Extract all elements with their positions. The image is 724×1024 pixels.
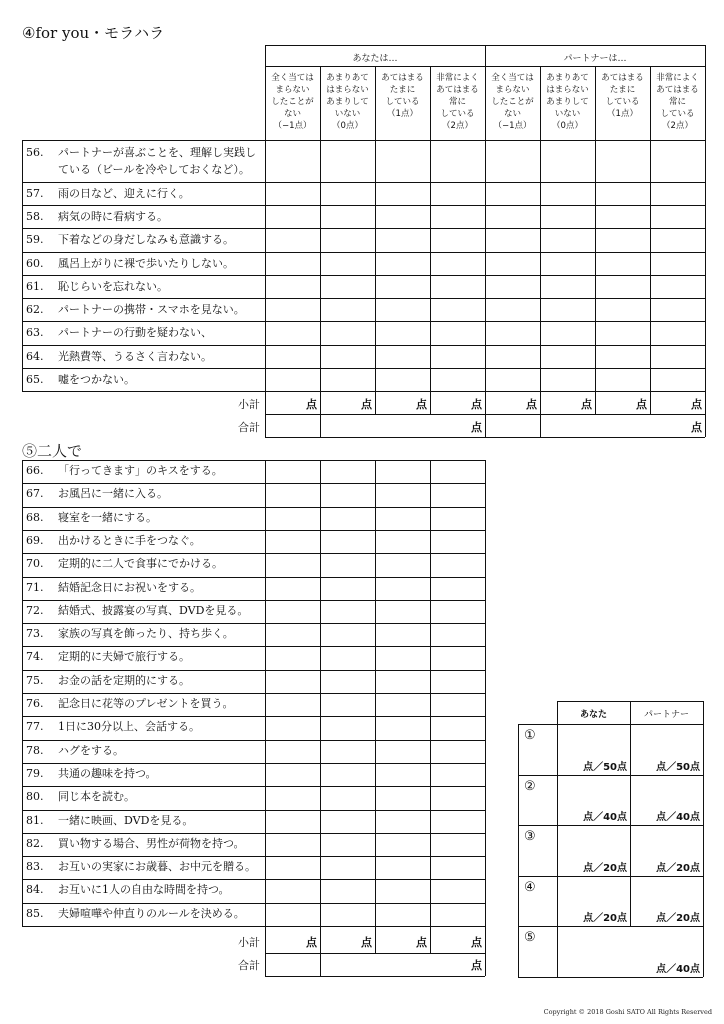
column-header: あまりあて はまらない あまりして いない （0点） [546, 73, 589, 131]
column-header: あてはまる たまに している （1点） [381, 73, 424, 119]
answer-cell[interactable] [596, 253, 650, 275]
summary-row-number: ① [524, 728, 536, 743]
summary-header-partner: パートナー [643, 710, 689, 720]
answer-cell[interactable] [431, 647, 485, 669]
summary-header-line [518, 724, 703, 725]
answer-cell[interactable] [541, 206, 595, 228]
answer-cell[interactable] [431, 484, 485, 506]
answer-cell[interactable] [376, 578, 430, 600]
answer-cell[interactable] [266, 253, 320, 275]
answer-cell[interactable] [376, 764, 430, 786]
subtotal-point: 点 [306, 936, 317, 949]
question-item: 76. 記念日に花等のプレゼントを買う。 [26, 697, 234, 710]
answer-cell[interactable] [376, 531, 430, 553]
answer-cell[interactable] [321, 554, 375, 576]
answer-cell[interactable] [321, 346, 375, 368]
summary-you-score[interactable]: 点／40点 [583, 812, 627, 823]
answer-cell[interactable] [431, 461, 485, 483]
answer-cell[interactable] [321, 811, 375, 833]
answer-cell[interactable] [321, 206, 375, 228]
rule-line [518, 724, 519, 977]
answer-cell[interactable] [431, 904, 485, 926]
subtotal-point: 点 [416, 398, 427, 411]
column-header: 非常によく あてはまる 常に している （2点） [436, 73, 479, 131]
answer-cell[interactable] [321, 647, 375, 669]
summary-row-number: ② [524, 779, 536, 794]
answer-cell[interactable] [596, 183, 650, 205]
answer-cell[interactable] [321, 787, 375, 809]
answer-cell[interactable] [486, 346, 540, 368]
answer-cell[interactable] [651, 229, 705, 252]
summary-partner-score[interactable]: 点／40点 [656, 964, 700, 975]
answer-cell[interactable] [651, 141, 705, 182]
rule-line [557, 701, 558, 977]
answer-cell[interactable] [596, 299, 650, 321]
left-border [22, 460, 23, 926]
answer-cell[interactable] [431, 322, 485, 345]
answer-cell[interactable] [321, 508, 375, 530]
answer-cell[interactable] [486, 276, 540, 298]
rule-line [485, 460, 486, 976]
total-point-partner: 点 [691, 421, 702, 434]
answer-cell[interactable] [266, 787, 320, 809]
row-line [22, 391, 705, 392]
answer-cell[interactable] [266, 346, 320, 368]
answer-cell[interactable] [431, 624, 485, 646]
question-item: 72. 結婚式、披露宴の写真、DVDを見る。 [26, 604, 249, 617]
subtotal-point: 点 [471, 398, 482, 411]
answer-cell[interactable] [431, 857, 485, 879]
copyright-notice: Copyright © 2018 Goshi SATO All Rights Reserved [543, 1008, 712, 1016]
answer-cell[interactable] [541, 183, 595, 205]
answer-cell[interactable] [431, 787, 485, 809]
question-item: 68. 寝室を一緒にする。 [26, 511, 157, 524]
answer-cell[interactable] [266, 764, 320, 786]
rule-line [705, 45, 706, 437]
question-item: 58. 病気の時に看病する。 [26, 209, 168, 223]
total-point-you: 点 [471, 421, 482, 434]
question-item: 77. 1日に30分以上、会話する。 [26, 720, 200, 733]
answer-cell[interactable] [431, 531, 485, 553]
answer-cell[interactable] [651, 322, 705, 345]
answer-cell[interactable] [266, 183, 320, 205]
answer-cell[interactable] [321, 764, 375, 786]
total-line [265, 976, 485, 977]
answer-cell[interactable] [266, 276, 320, 298]
answer-cell[interactable] [376, 741, 430, 763]
answer-cell[interactable] [651, 346, 705, 368]
question-item: 56. パートナーが喜ぶことを、理解し実践し ている（ビールを冷やしておくなど）。 [26, 146, 256, 176]
summary-header-you: あなた [579, 710, 607, 720]
subtotal-label: 小計 [238, 398, 260, 411]
answer-cell[interactable] [266, 508, 320, 530]
subtotal-point: 点 [361, 398, 372, 411]
answer-cell[interactable] [321, 624, 375, 646]
answer-cell[interactable] [486, 229, 540, 252]
answer-cell[interactable] [431, 601, 485, 623]
left-border [22, 140, 23, 391]
answer-cell[interactable] [651, 183, 705, 205]
answer-cell[interactable] [596, 346, 650, 368]
total-label: 合計 [238, 421, 260, 434]
answer-cell[interactable] [321, 694, 375, 716]
subtotal-point: 点 [636, 398, 647, 411]
question-item: 67. お風呂に一緒に入る。 [26, 487, 168, 500]
question-item: 82. 買い物する場合、男性が荷物を持つ。 [26, 837, 245, 850]
answer-cell[interactable] [266, 554, 320, 576]
answer-cell[interactable] [376, 299, 430, 321]
answer-cell[interactable] [321, 253, 375, 275]
answer-cell[interactable] [266, 647, 320, 669]
answer-cell[interactable] [431, 811, 485, 833]
question-item: 81. 一緒に映画、DVDを見る。 [26, 814, 194, 827]
answer-cell[interactable] [376, 206, 430, 228]
answer-cell[interactable] [266, 206, 320, 228]
answer-cell[interactable] [266, 322, 320, 345]
answer-cell[interactable] [266, 741, 320, 763]
answer-cell[interactable] [486, 183, 540, 205]
answer-cell[interactable] [431, 253, 485, 275]
answer-cell[interactable] [431, 880, 485, 902]
answer-cell[interactable] [651, 206, 705, 228]
answer-cell[interactable] [431, 671, 485, 693]
answer-cell[interactable] [266, 578, 320, 600]
answer-cell[interactable] [321, 484, 375, 506]
column-header: 全く当ては まらない したことが ない （−1点） [491, 73, 534, 131]
question-item: 69. 出かけるときに手をつなぐ。 [26, 534, 201, 547]
answer-cell[interactable] [596, 206, 650, 228]
summary-row-number: ④ [524, 880, 536, 895]
summary-row-line [518, 825, 703, 826]
answer-cell[interactable] [486, 322, 540, 345]
summary-partner-score[interactable]: 点／40点 [656, 812, 700, 823]
question-item: 61. 恥じらいを忘れない。 [26, 279, 168, 293]
question-item: 79. 共通の趣味を持つ。 [26, 767, 157, 780]
answer-cell[interactable] [541, 346, 595, 368]
answer-cell[interactable] [431, 508, 485, 530]
answer-cell[interactable] [541, 276, 595, 298]
answer-cell[interactable] [266, 880, 320, 902]
answer-cell[interactable] [376, 141, 430, 182]
question-item: 83. お互いの実家にお歳暮、お中元を贈る。 [26, 860, 256, 873]
answer-cell[interactable] [431, 346, 485, 368]
answer-cell[interactable] [376, 717, 430, 739]
question-item: 75. お金の話を定期的にする。 [26, 674, 190, 687]
column-header: 全く当ては まらない したことが ない （−1点） [271, 73, 314, 131]
answer-cell[interactable] [541, 141, 595, 182]
answer-cell[interactable] [376, 276, 430, 298]
answer-cell[interactable] [266, 904, 320, 926]
answer-cell[interactable] [431, 229, 485, 252]
answer-cell[interactable] [376, 624, 430, 646]
total-label: 合計 [238, 959, 260, 972]
answer-cell[interactable] [376, 694, 430, 716]
answer-cell[interactable] [266, 461, 320, 483]
answer-cell[interactable] [266, 671, 320, 693]
answer-cell[interactable] [541, 299, 595, 321]
answer-cell[interactable] [321, 601, 375, 623]
subtotal-point: 点 [361, 936, 372, 949]
answer-cell[interactable] [321, 834, 375, 856]
section4-title: ④for you・モラハラ [22, 24, 165, 42]
answer-cell[interactable] [376, 369, 430, 391]
group-label-you: あなたは… [352, 54, 398, 64]
answer-cell[interactable] [541, 253, 595, 275]
question-item: 66. 「行ってきます」のキスをする。 [26, 464, 223, 477]
answer-cell[interactable] [431, 183, 485, 205]
summary-partner-score[interactable]: 点／50点 [656, 762, 700, 773]
summary-row-line [518, 876, 703, 877]
answer-cell[interactable] [596, 229, 650, 252]
answer-cell[interactable] [321, 531, 375, 553]
answer-cell[interactable] [486, 369, 540, 391]
answer-cell[interactable] [376, 554, 430, 576]
answer-cell[interactable] [266, 229, 320, 252]
subtotal-point: 点 [691, 398, 702, 411]
question-item: 80. 同じ本を読む。 [26, 790, 135, 803]
answer-cell[interactable] [486, 206, 540, 228]
answer-cell[interactable] [321, 880, 375, 902]
answer-cell[interactable] [431, 694, 485, 716]
question-item: 78. ハグをする。 [26, 744, 124, 757]
question-item: 70. 定期的に二人で食事にでかける。 [26, 557, 223, 570]
answer-cell[interactable] [431, 299, 485, 321]
answer-cell[interactable] [376, 183, 430, 205]
answer-cell[interactable] [321, 369, 375, 391]
answer-cell[interactable] [486, 299, 540, 321]
answer-cell[interactable] [266, 624, 320, 646]
answer-cell[interactable] [266, 484, 320, 506]
answer-cell[interactable] [376, 834, 430, 856]
question-item: 73. 家族の写真を飾ったり、持ち歩く。 [26, 627, 234, 640]
answer-cell[interactable] [596, 369, 650, 391]
answer-cell[interactable] [431, 276, 485, 298]
answer-cell[interactable] [431, 741, 485, 763]
summary-you-score[interactable]: 点／20点 [583, 913, 627, 924]
answer-cell[interactable] [376, 601, 430, 623]
answer-cell[interactable] [376, 461, 430, 483]
answer-cell[interactable] [651, 369, 705, 391]
answer-cell[interactable] [376, 647, 430, 669]
answer-cell[interactable] [321, 904, 375, 926]
section5-title: ⑤二人で [22, 442, 83, 460]
rule-line [703, 701, 704, 977]
subtotal-point: 点 [526, 398, 537, 411]
subtotal-point: 点 [471, 936, 482, 949]
answer-cell[interactable] [596, 276, 650, 298]
answer-cell[interactable] [321, 717, 375, 739]
summary-partner-score[interactable]: 点／20点 [656, 863, 700, 874]
answer-cell[interactable] [651, 299, 705, 321]
answer-cell[interactable] [486, 253, 540, 275]
summary-you-score[interactable]: 点／50点 [583, 762, 627, 773]
subtotal-point: 点 [416, 936, 427, 949]
answer-cell[interactable] [431, 141, 485, 182]
question-item: 84. お互いに1人の自由な時間を持つ。 [26, 883, 230, 896]
answer-cell[interactable] [321, 276, 375, 298]
answer-cell[interactable] [376, 508, 430, 530]
summary-row-line [518, 775, 703, 776]
subtotal-point: 点 [581, 398, 592, 411]
question-item: 60. 風呂上がりに裸で歩いたりしない。 [26, 256, 234, 270]
answer-cell[interactable] [376, 671, 430, 693]
answer-cell[interactable] [376, 229, 430, 252]
row-line [22, 926, 485, 927]
answer-cell[interactable] [266, 857, 320, 879]
answer-cell[interactable] [376, 322, 430, 345]
answer-cell[interactable] [431, 834, 485, 856]
answer-cell[interactable] [321, 461, 375, 483]
summary-row-line [518, 926, 703, 927]
answer-cell[interactable] [596, 322, 650, 345]
question-item: 71. 結婚記念日にお祝いをする。 [26, 581, 201, 594]
column-header: 非常によく あてはまる 常に している （2点） [656, 73, 699, 131]
answer-cell[interactable] [266, 834, 320, 856]
group-label-partner: パートナーは… [563, 54, 627, 64]
answer-cell[interactable] [431, 206, 485, 228]
question-item: 64. 光熱費等、うるさく言わない。 [26, 349, 212, 363]
answer-cell[interactable] [541, 229, 595, 252]
answer-cell[interactable] [321, 141, 375, 182]
answer-cell[interactable] [376, 346, 430, 368]
answer-cell[interactable] [651, 253, 705, 275]
answer-cell[interactable] [431, 578, 485, 600]
question-item: 57. 雨の日など、迎えに行く。 [26, 186, 190, 200]
total-line [265, 437, 705, 438]
answer-cell[interactable] [266, 811, 320, 833]
answer-cell[interactable] [431, 554, 485, 576]
column-header: あてはまる たまに している （1点） [601, 73, 644, 119]
answer-cell[interactable] [376, 811, 430, 833]
answer-cell[interactable] [541, 369, 595, 391]
answer-cell[interactable] [266, 694, 320, 716]
answer-cell[interactable] [541, 322, 595, 345]
summary-row-number: ③ [524, 829, 536, 844]
answer-cell[interactable] [431, 764, 485, 786]
answer-cell[interactable] [486, 141, 540, 182]
answer-cell[interactable] [321, 229, 375, 252]
answer-cell[interactable] [321, 299, 375, 321]
answer-cell[interactable] [266, 717, 320, 739]
answer-cell[interactable] [266, 369, 320, 391]
summary-row-line [518, 977, 703, 978]
answer-cell[interactable] [321, 857, 375, 879]
answer-cell[interactable] [376, 857, 430, 879]
answer-cell[interactable] [376, 253, 430, 275]
summary-you-score[interactable]: 点／20点 [583, 863, 627, 874]
column-header: あまりあて はまらない あまりして いない （0点） [326, 73, 369, 131]
answer-cell[interactable] [431, 369, 485, 391]
total-point: 点 [471, 959, 482, 972]
answer-cell[interactable] [651, 276, 705, 298]
summary-row-number: ⑤ [524, 930, 536, 945]
answer-cell[interactable] [376, 484, 430, 506]
question-item: 63. パートナーの行動を疑わない、 [26, 326, 212, 339]
answer-cell[interactable] [376, 787, 430, 809]
question-item: 62. パートナーの携帯・スマホを見ない。 [26, 302, 245, 316]
summary-partner-score[interactable]: 点／20点 [656, 913, 700, 924]
answer-cell[interactable] [266, 141, 320, 182]
subtotal-label: 小計 [238, 936, 260, 949]
answer-cell[interactable] [376, 904, 430, 926]
answer-cell[interactable] [321, 741, 375, 763]
answer-cell[interactable] [266, 601, 320, 623]
answer-cell[interactable] [321, 578, 375, 600]
answer-cell[interactable] [431, 717, 485, 739]
answer-cell[interactable] [321, 671, 375, 693]
answer-cell[interactable] [376, 880, 430, 902]
answer-cell[interactable] [596, 141, 650, 182]
question-item: 59. 下着などの身だしなみも意識する。 [26, 233, 234, 246]
question-item: 74. 定期的に夫婦で旅行する。 [26, 650, 190, 663]
subtotal-point: 点 [306, 398, 317, 411]
answer-cell[interactable] [321, 322, 375, 345]
question-item: 65. 嘘をつかない。 [26, 372, 135, 386]
answer-cell[interactable] [266, 299, 320, 321]
question-item: 85. 夫婦喧嘩や仲直りのルールを決める。 [26, 907, 245, 920]
answer-cell[interactable] [321, 183, 375, 205]
answer-cell[interactable] [266, 531, 320, 553]
